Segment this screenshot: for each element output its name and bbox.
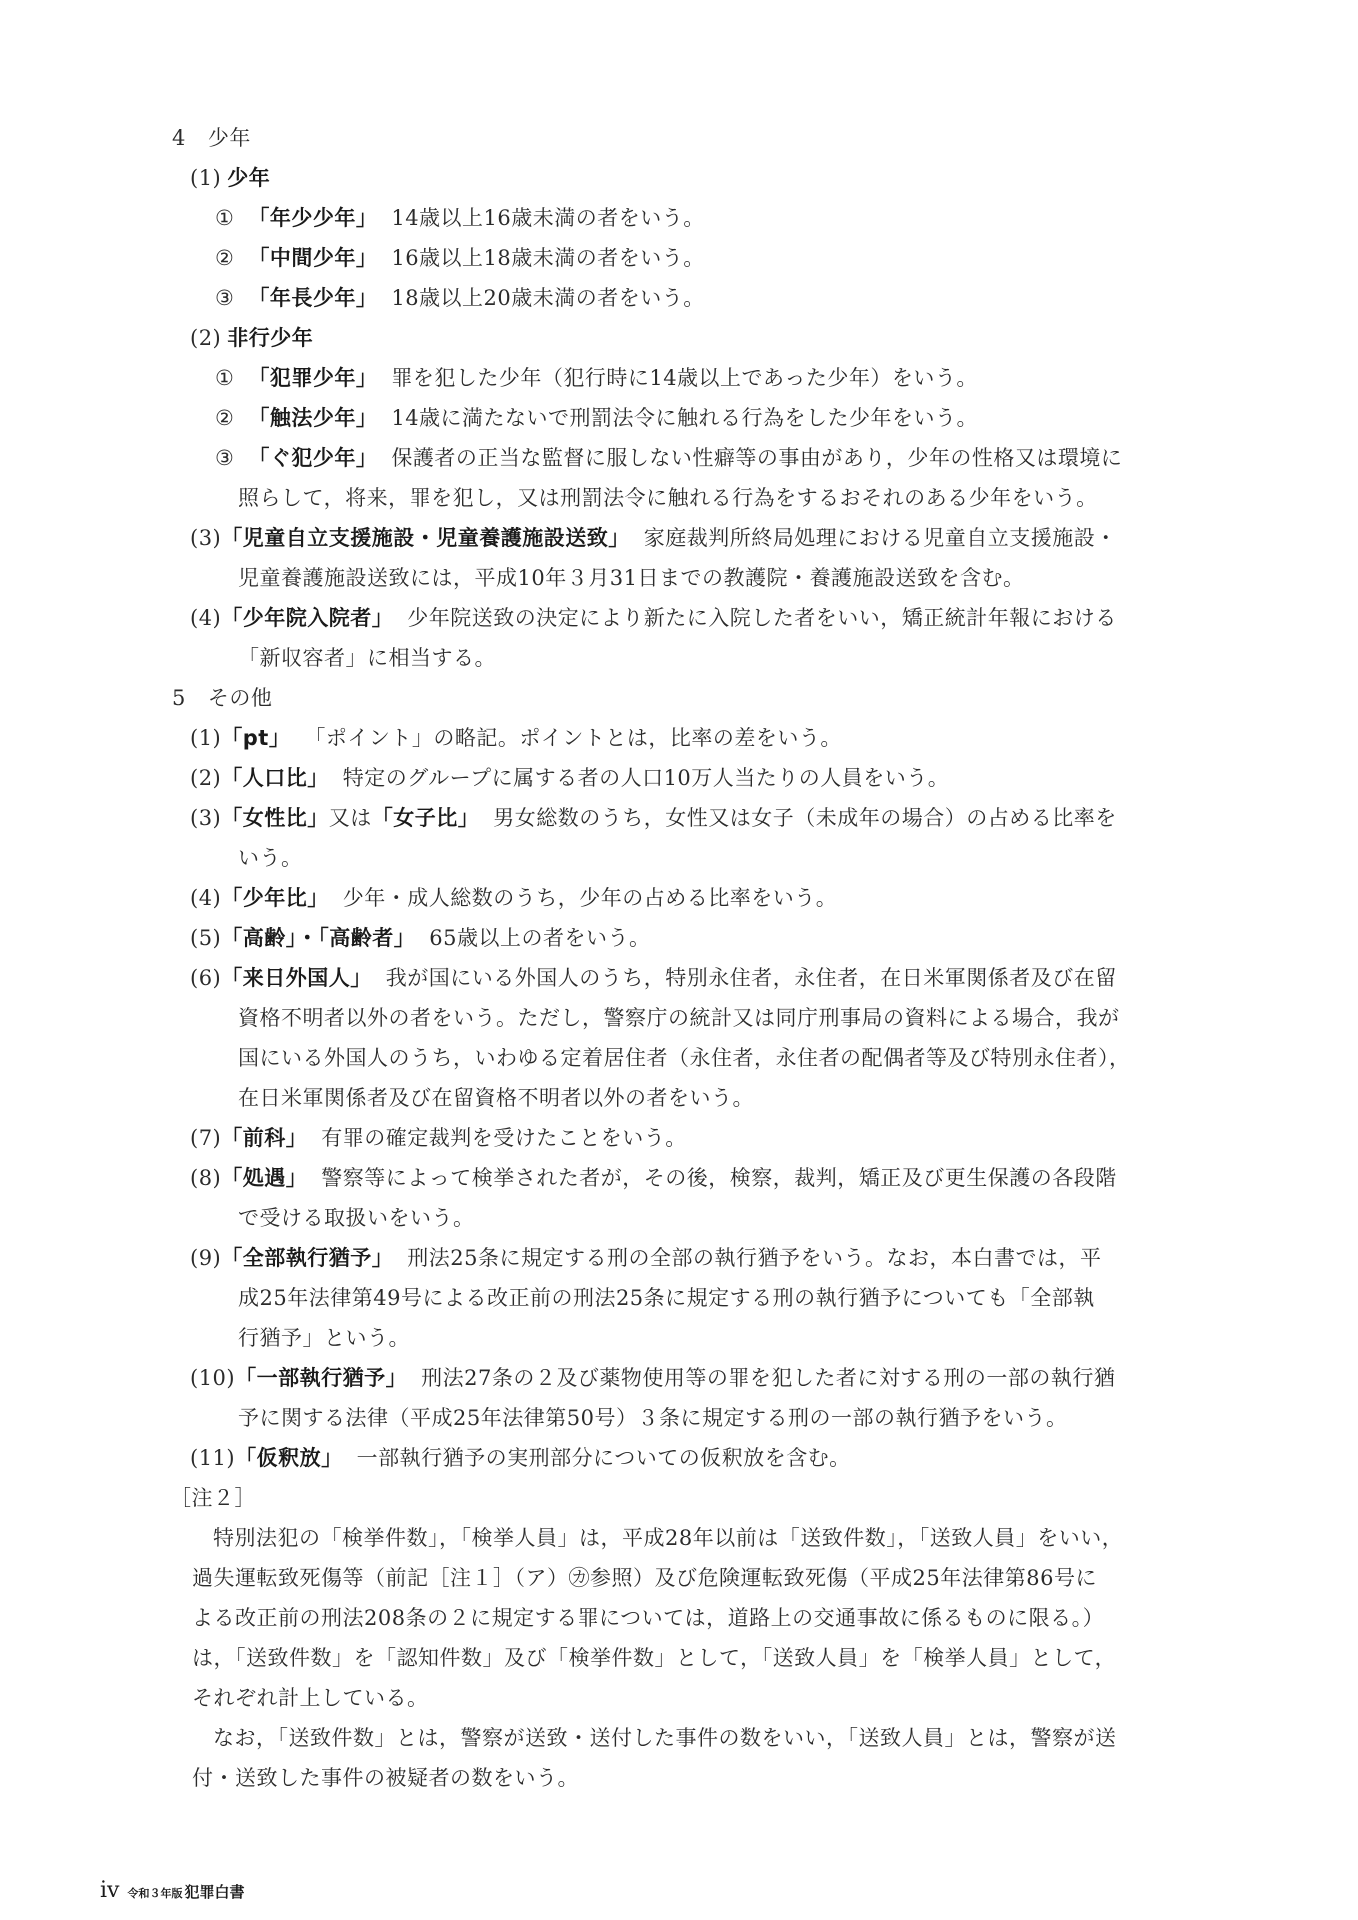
definition-text: 特定のグループに属する者の人口10万人当たりの人員をいう。 (342, 766, 950, 790)
definition-text: 男女総数のうち，女性又は女子（未成年の場合）の占める比率を (493, 806, 1117, 830)
note-paragraph-line: よる改正前の刑法208条の２に規定する罪については，道路上の交通事故に係るものに限る。） (192, 1606, 1105, 1630)
definition-text: 少年・成人総数のうち，少年の占める比率をいう。 (342, 886, 838, 910)
item-number: (11) (190, 1446, 236, 1470)
definition-item (215, 358, 978, 398)
term: 「年少少年」 (248, 206, 378, 230)
term: 「人口比」 (221, 766, 329, 790)
definition-text: 16歳以上18歳未満の者をいう。 (391, 246, 705, 270)
definition-continuation: で受ける取扱いをいう。 (238, 1206, 475, 1230)
note-paragraph-line: は，「送致件数」を「認知件数」及び「検挙件数」として，「送致人員」を「検挙人員」として， (192, 1646, 1117, 1670)
term: 「高齢」・「高齢者」 (221, 926, 416, 950)
term: 「女性比」 (221, 806, 329, 830)
definition-continuation: 予に関する法律（平成25年法律第50号）３条に規定する刑の一部の執行猶予をいう。 (238, 1406, 1068, 1430)
subsection-heading (190, 158, 270, 198)
definition-text: 保護者の正当な監督に服しない性癖等の事由があり，少年の性格又は環境に (391, 446, 1123, 470)
definition-text: 罪を犯した少年（犯行時に14歳以上であった少年）をいう。 (391, 366, 978, 390)
term: 「仮釈放」 (235, 1446, 343, 1470)
subsection-title: 非行少年 (227, 326, 314, 350)
definition-item (215, 398, 978, 438)
section-title: その他 (207, 686, 273, 710)
item-number: (2) (190, 766, 222, 790)
definition-text: 一部執行猶予の実刑部分についての仮釈放を含む。 (356, 1446, 851, 1470)
definition-item (190, 518, 1117, 558)
page-footer (100, 1878, 244, 1914)
item-marker: ③ (215, 286, 235, 310)
section-title: 少年 (207, 126, 251, 150)
item-number: (7) (190, 1126, 222, 1150)
note-label: ［注２］ (170, 1486, 256, 1510)
definition-item (215, 238, 705, 278)
definition-continuation: 「新収容者」に相当する。 (238, 646, 496, 670)
item-marker: ③ (215, 446, 235, 470)
item-number: (8) (190, 1166, 222, 1190)
definition-item (215, 198, 705, 238)
item-number: (9) (190, 1246, 222, 1270)
definition-continuation: いう。 (238, 846, 303, 870)
note-paragraph-line: 付・送致した事件の被疑者の数をいう。 (192, 1766, 579, 1790)
item-number: (3) (190, 806, 222, 830)
term: 「pt」 (221, 726, 291, 750)
item-marker: ② (215, 246, 235, 270)
term: 「少年比」 (221, 886, 329, 910)
definition-text: 有罪の確定裁判を受けたことをいう。 (321, 1126, 687, 1150)
subsection-title: 少年 (227, 166, 271, 190)
section-4-heading (172, 118, 251, 158)
definition-text: 18歳以上20歳未満の者をいう。 (391, 286, 705, 310)
definition-item (190, 1438, 851, 1478)
definition-continuation: 資格不明者以外の者をいう。ただし，警察庁の統計又は同庁刑事局の資料による場合，我が (238, 1006, 1120, 1030)
item-number: (6) (190, 966, 222, 990)
definition-text: 刑法25条に規定する刑の全部の執行猶予をいう。なお，本白書では，平 (407, 1246, 1102, 1270)
term: 「前科」 (221, 1126, 308, 1150)
definition-continuation: 行猶予」という。 (238, 1326, 410, 1350)
item-number: (4) (190, 606, 222, 630)
note-paragraph-line: 過失運転致死傷等（前記［注１］（ア）㋕参照）及び危険運転致死傷（平成25年法律第86号に (192, 1566, 1097, 1590)
page-number: iv (100, 1878, 120, 1903)
connector-text: 又は (328, 806, 372, 830)
note-paragraph-line: それぞれ計上している。 (192, 1686, 429, 1710)
edition-label: 令和３年版 (127, 1887, 183, 1900)
subsection-heading (190, 318, 313, 358)
term: 「全部執行猶予」 (221, 1246, 394, 1270)
term: 「一部執行猶予」 (235, 1366, 408, 1390)
term: 「児童自立支援施設・児童養護施設送致」 (221, 526, 630, 550)
term: 「少年院入院者」 (221, 606, 394, 630)
item-marker: ① (215, 206, 235, 230)
definition-item (215, 278, 705, 318)
definition-item (190, 958, 1117, 998)
definition-text: 65歳以上の者をいう。 (429, 926, 651, 950)
definition-text: 刑法27条の２及び薬物使用等の罪を犯した者に対する刑の一部の執行猶 (421, 1366, 1116, 1390)
item-number: (10) (190, 1366, 236, 1390)
item-number: (1) (190, 726, 222, 750)
definition-text: 我が国にいる外国人のうち，特別永住者，永住者，在日米軍関係者及び在留 (385, 966, 1117, 990)
definition-continuation: 照らして，将来，罪を犯し，又は刑罰法令に触れる行為をするおそれのある少年をいう。 (238, 486, 1098, 510)
definition-text: 「ポイント」の略記。ポイントとは，比率の差をいう。 (304, 726, 842, 750)
item-number: (5) (190, 926, 222, 950)
term: 「ぐ犯少年」 (248, 446, 378, 470)
item-number: (2) (190, 326, 222, 350)
term: 「触法少年」 (248, 406, 378, 430)
definition-item (190, 1238, 1101, 1278)
definition-item (190, 798, 1117, 838)
item-number: (4) (190, 886, 222, 910)
definition-continuation: 在日米軍関係者及び在留資格不明者以外の者をいう。 (238, 1086, 754, 1110)
definition-text: 警察等によって検挙された者が，その後，検察，裁判，矯正及び更生保護の各段階 (321, 1166, 1117, 1190)
item-number: (3) (190, 526, 222, 550)
definition-text: 14歳に満たないで刑罰法令に触れる行為をした少年をいう。 (391, 406, 979, 430)
definition-item (190, 1118, 687, 1158)
definition-item (190, 1358, 1115, 1398)
definition-text: 少年院送致の決定により新たに入院した者をいい，矯正統計年報における (407, 606, 1117, 630)
definition-item (190, 758, 949, 798)
term: 「来日外国人」 (221, 966, 372, 990)
term: 「年長少年」 (248, 286, 378, 310)
definition-item (190, 1158, 1117, 1198)
term: 「中間少年」 (248, 246, 378, 270)
note-paragraph-line: 特別法犯の「検挙件数」，「検挙人員」は，平成28年以前は「送致件数」，「送致人員」をいい， (213, 1526, 1124, 1550)
section-5-heading (172, 678, 272, 718)
definition-text: 家庭裁判所終局処理における児童自立支援施設・ (643, 526, 1117, 550)
note-paragraph-line: なお，「送致件数」とは，警察が送致・送付した事件の数をいい，「送致人員」とは，警察が送 (213, 1726, 1117, 1750)
term: 「女子比」 (371, 806, 480, 830)
section-number: 5 (172, 686, 186, 710)
definition-item (190, 598, 1117, 638)
item-marker: ② (215, 406, 235, 430)
book-title: 犯罪白書 (184, 1883, 245, 1901)
term: 「処遇」 (221, 1166, 308, 1190)
definition-item (215, 438, 1122, 478)
definition-continuation: 児童養護施設送致には，平成10年３月31日までの教護院・養護施設送致を含む。 (238, 566, 1025, 590)
definition-continuation: 成25年法律第49号による改正前の刑法25条に規定する刑の執行猶予についても「全部執 (238, 1286, 1095, 1310)
definition-continuation: 国にいる外国人のうち，いわゆる定着居住者（永住者，永住者の配偶者等及び特別永住者）， (238, 1046, 1131, 1070)
section-number: 4 (172, 126, 186, 150)
item-number: (1) (190, 166, 222, 190)
item-marker: ① (215, 366, 235, 390)
definition-item (190, 718, 842, 758)
term: 「犯罪少年」 (248, 366, 378, 390)
definition-item (190, 918, 650, 958)
definition-item (190, 878, 837, 918)
definition-text: 14歳以上16歳未満の者をいう。 (391, 206, 705, 230)
